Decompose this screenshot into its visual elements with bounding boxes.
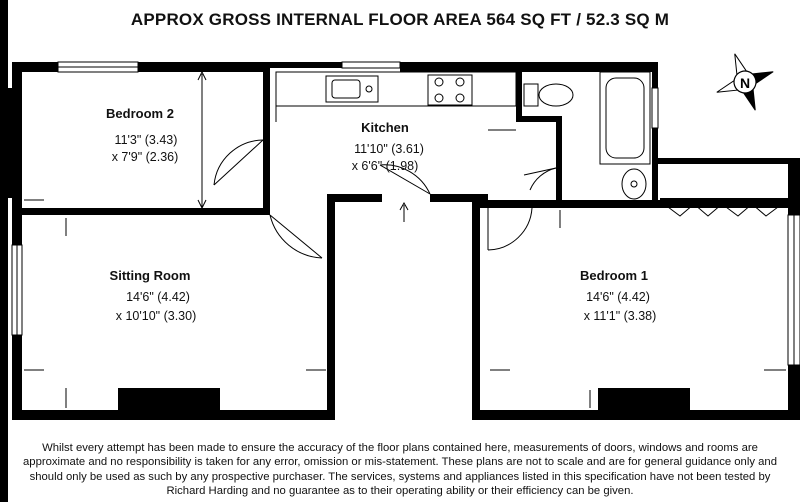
toilet-cistern-icon xyxy=(524,84,538,106)
room-dim: x 6'6" (1.98) xyxy=(351,159,419,173)
hob-icon xyxy=(428,75,472,105)
room-dim: 14'6" (4.42) xyxy=(126,290,190,304)
room-dim: x 7'9" (2.36) xyxy=(111,150,179,164)
toilet-icon xyxy=(539,84,573,106)
room-kitchen xyxy=(352,120,424,173)
room-name: Sitting Room xyxy=(109,268,191,283)
room-bedroom-2 xyxy=(106,106,178,164)
basin-icon xyxy=(622,169,646,199)
room-name: Bedroom 1 xyxy=(580,268,648,283)
disclaimer-text: Whilst every attempt has been made to ensure the accuracy of the floor plans contained here, measurements of doors, windows and rooms are approximate and no responsibility is taken for any error, omission or mis-statement. These plans are not to scale and are for general guidance only and should only be used as such by any prospective purchaser. The services, systems and appliances listed in this specification have not been tested by Richard Harding and no guarantee as to their operating ability or their efficiency can be given. xyxy=(23,442,777,497)
room-name: Bedroom 2 xyxy=(106,106,174,121)
bath-icon xyxy=(600,72,650,164)
room-dim: x 10'10" (3.30) xyxy=(115,309,197,323)
room-bedroom-1 xyxy=(580,268,656,323)
bathroom-fixtures xyxy=(524,72,650,199)
room-dim: 11'3" (3.43) xyxy=(114,133,178,147)
room-dim: 11'10" (3.61) xyxy=(354,142,424,156)
room-dim: 14'6" (4.42) xyxy=(586,290,650,304)
compass-label: N xyxy=(739,75,751,91)
room-sitting-room xyxy=(110,268,197,323)
room-dim: x 11'1" (3.38) xyxy=(583,309,657,323)
room-name: Kitchen xyxy=(361,120,409,135)
kitchen-fixtures xyxy=(276,72,516,122)
floor-area-title: APPROX GROSS INTERNAL FLOOR AREA 564 SQ FT / 52.3 SQ M xyxy=(130,10,670,29)
